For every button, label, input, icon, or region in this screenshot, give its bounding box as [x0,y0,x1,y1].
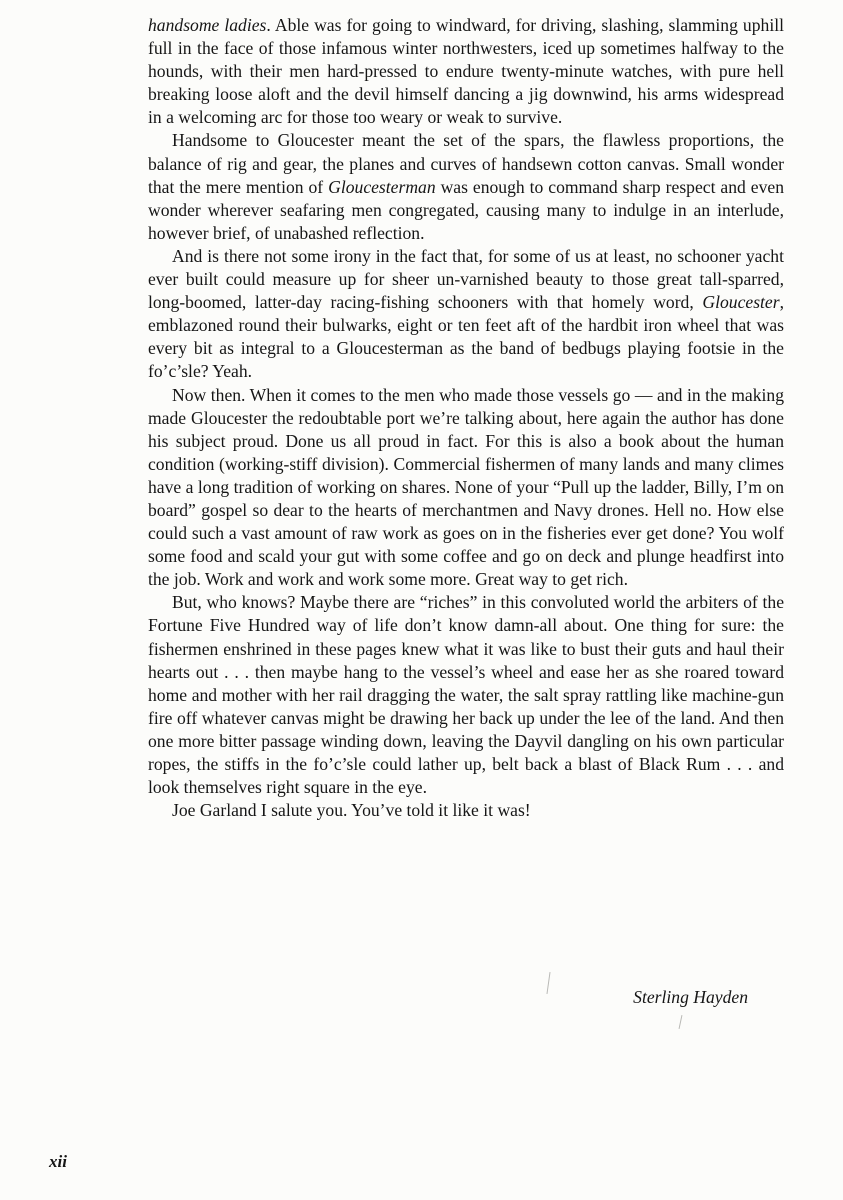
italic-text: handsome ladies [148,15,267,35]
text-run: But, who knows? Maybe there are “riches” in this convoluted world the arbiters of the Fortune Five Hundred way of life don’t know damn-all about. One thing for sure: the fishermen enshrined in these pages knew what it was like to bust their guts and haul their hearts out . . . then maybe hang to the vessel’s wheel and ease her as she roared toward home and mother with her rail dragging the water, the salt spray rattling like machine-gun fire off whatever canvas might be drawing her back up under the lee of the land. And then one more bitter passage winding down, leaving the Dayvil dangling on his own particular ropes, the stiffs in the fo’c’sle could lather up, belt back a blast of Black Rum . . . and look themselves right square in the eye. [148,592,784,798]
text-run: Joe Garland I salute you. You’ve told it like it was! [172,800,531,821]
paragraph-1 [148,14,784,129]
paragraph-2 [148,129,784,244]
paragraph-4 [148,384,784,592]
text-run: , emblazoned round their bulwarks, eight or ten feet aft of the hardbit iron wheel that was every bit as integral to a Gloucesterman as the band of bedbugs playing footsie in the fo’c’sle? Yeah. [148,292,784,382]
italic-text: Gloucester [702,292,780,313]
text-run: And is there not some irony in the fact that, for some of us at least, no schooner yacht ever built could measure up for sheer un-varnished beauty to those great tall-sparred, long-boomed, latter-day racing-fishing schooners with that homely word, [148,245,784,313]
text-run: Handsome to Gloucester meant the set of the spars, the flawless proportions, the balance of rig and gear, the planes and curves of handsewn cotton canvas. Small wonder that the mere mention of [148,130,784,197]
page-number: xii [49,1152,67,1171]
paragraph-5 [148,591,784,799]
author-signature: Sterling Hayden [633,987,748,1007]
paragraph-6 [148,799,784,822]
body-text [148,14,784,822]
text-run: was enough to command sharp respect and even wonder wherever seafaring men congregated, causing many to indulge in an interlude, however brief, of unabashed reflection. [148,176,784,243]
paragraph-3 [148,245,784,384]
text-run: . Able was for going to windward, for driving, slashing, slamming uphill full in the face of those infamous winter northwesters, iced up sometimes halfway to the hounds, with their men hard-pressed to endure twenty-minute watches, with pure hell breaking loose aloft and the devil himself dancing a jig downwind, his arms widespread in a welcoming arc for those too weary or weak to survive. [148,15,784,128]
text-run: Now then. When it comes to the men who made those vessels go — and in the making made Gloucester the redoubtable port we’re talking about, here again the author has done his subject proud. Done us all proud in fact. For this is also a book about the human condition (working-stiff division). Commercial fishermen of many lands and many climes have a long tradition of working on shares. None of your “Pull up the ladder, Billy, I’m on board” gospel so dear to the hearts of merchantmen and Navy drones. Hell no. How else could such a vast amount of raw work as goes on in the fisheries ever get done? You wolf some food and scald your gut with some coffee and go on deck and plunge headfirst into the job. Work and work and work some more. Great way to get rich. [148,384,784,590]
scan-speck [679,1015,683,1029]
scan-speck [546,972,550,994]
italic-text: Gloucesterman [328,176,436,197]
